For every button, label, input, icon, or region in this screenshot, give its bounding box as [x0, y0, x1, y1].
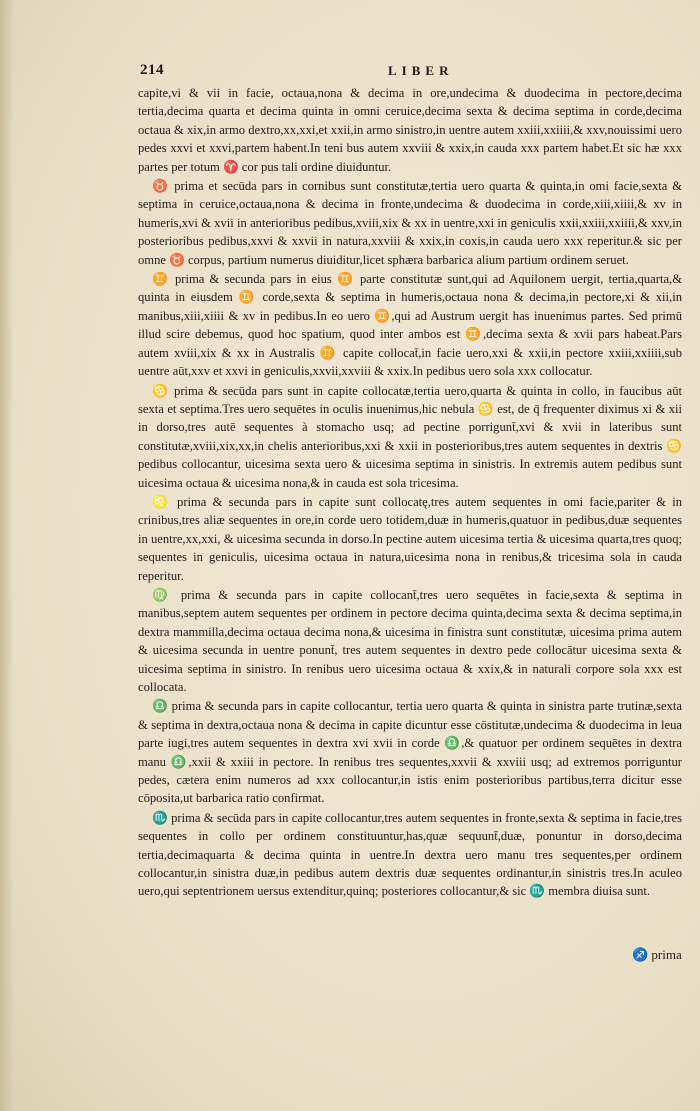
catchword: ♐ prima — [632, 947, 682, 962]
gutter-shadow — [0, 0, 14, 1111]
page-header — [140, 62, 682, 84]
paragraph-scorpio: ♏ prima & secūda pars in capite collocantur,tres autem sequentes in fronte,sexta & septima in facie,tres sequentes in collo per ordinem constituuntur,has,quæ sequunt̄,duæ, ponuntur in dorso,decima tertia,decimaquarta & decima quinta in uentre.In dextra uero manu tres sequentes,per ordinem collocantur,in sinistra duæ,in pedibus autem dextris duæ sequentes ordinantur,in sinistris tres.In aculeo uero,qui septentrionem uersus extenditur,quinq; posteriores collocantur,& sic ♏ membra diuisa sunt. — [138, 810, 682, 899]
running-title: LIBER — [388, 63, 454, 78]
folio-number: 214 — [140, 62, 164, 78]
paragraph-taurus: ♉ prima et secūda pars in cornibus sunt constitutæ,tertia uero quarta & quinta,in omi facie,sexta & septima in ceruice,octaua,nona & decima in fronte,undecima & duodecima in corde,xiii,xiiii,& xv in humeris,xvi & xvii in anterioribus pedibus,xviii,xix & xx in uentre,xxi in geniculis xxii,xxiii,xxiiii,& xxv,in posterioribus pedibus,xxvi & xxvii in natura,xxviii & xxix,in coxis,in cauda uero xxx reperitur.& sic per omne ♉ corpus, partium numerus diuiditur,licet sphæra barbarica alium partium ordinem seruet. — [138, 179, 682, 267]
paragraph-libra: ♎ prima & secunda pars in capite collocantur, tertia uero quarta & quinta in sinistra parte trutinæ,sexta & septima in dextra,octaua nona & decima in capite dicuntur esse cōstitutæ,undecima & duodecima in leua parte iugi,tres autem sequentes in dextra xvi xvii in corde ♎,& quatuor per ordinem sequētes in dextra manu ♎,xxii & xxiii in pectore. In renibus tres sequentes,xxvii & xxviii usq; ad extremos porriguntur pedes, cætera enim numeros ad xxx collocantur,in istis enim posterioribus partibus,terra dicitur esse cōposita,ut barbarica ratio confirmat. — [138, 699, 682, 806]
paragraph-virgo: ♍ prima & secunda pars in capite collocant̄,tres uero sequētes in facie,sexta & septima in manibus,septem autem sequentes per ordinem in pectore decima quinta,decima sexta & decima septima,in dextra mammilla,decima octaua decima nona,& uicesima in finistra sunt constitutæ, uicesima prima autem & uicesima secunda in uentre ponunt̄, tres autem sequentes in dextro pede collocātur uicesima sexta & uicesima septima in sinistro. In renibus uero uicesima octaua & xxix,& in naturali corpore sola xxx est collocata. — [138, 587, 682, 694]
paragraph-leo: ♌ prima & secunda pars in capite sunt collocatę,tres autem sequentes in omi facie,pariter & in crinibus,tres aliæ sequentes in ore,in corde uero totidem,duæ in humeris,quatuor in pedibus,duæ sequentes in uentre,xx,xxi, & uicesima secunda in dorso.In pectine autem uicesima tertia & uicesima quarta,tres quoq; sequentes in geniculis, uicesima octaua in natura,uicesima nona in renibus,& tricesima sola in cauda reperitur. — [138, 494, 682, 583]
paragraph-gemini: ♊ prima & secunda pars in eius ♊ parte constitutæ sunt,qui ad Aquilonem uergit, tertia,quarta,& quinta in eiusdem ♊ corde,sexta & septima in humeris,octaua nona & decima,in pectore,xi & xii,in manibus,xiii,xiiii & xv in pedibus.In eo uero ♊,qui ad Austrum uergit has inuenimus partes. Sed primū illud scire debemus, quod hoc spatium, quod inter ambos est ♊,decima sexta & xvii pars habeat.Pars autem xviii,xix & xx in Australis ♊ capite collocat̄,in facie uero,xxi & xxii,in pectore xxiii,xxiiii,sub uentre aūt,xxv et xxvi in geniculis,xxvii,xxviii & xxix.In pedibus uero sola xxx collocatur. — [138, 272, 682, 379]
paragraph-aries-end: capite,vi & vii in facie, octaua,nona & decima in ore,undecima & duodecima in pectore,decima tertia,decima quarta et decima quinta in omni ceruice,decima sexta & decima septima in corde,decima octaua & xix,in armo dextro,xx,xxi,et xxii,in armo sinistro,in uentre autem xxiii,xxiiii,& xxv,nouissimi uero pedes xxvi et xxvi,partem habent.In teni bus autem xxviii & xxix,in cauda xxx partem habet.Et sic hæ xxx partes per totum ♈ cor pus tali ordine diuiduntur. — [138, 86, 682, 174]
text-block — [138, 84, 682, 902]
paragraph-cancer: ♋ prima & secūda pars sunt in capite collocatæ,tertia uero,quarta & quinta in collo, in faucibus aūt sexta et septima.Tres uero sequētes in oculis inuenimus,hic nebula ♋ est, de q̄ frequenter diximus xi & xii in dorso,tres autē sequentes à stomacho usq; ad pectine porrigunt̄,xvi & xvii in lateribus sunt constitutæ,xviii,xix,xx,in chelis anterioribus,xxi & xxii in posterioribus,tres autem sequentes in dextris ♋ pedibus collocantur, uicesima sexta uero & uicesima septima in sinistris. In extremis autem pedibus sunt uicesima octaua & uicesima nona,& in cauda est sola tricesima. — [138, 383, 682, 490]
